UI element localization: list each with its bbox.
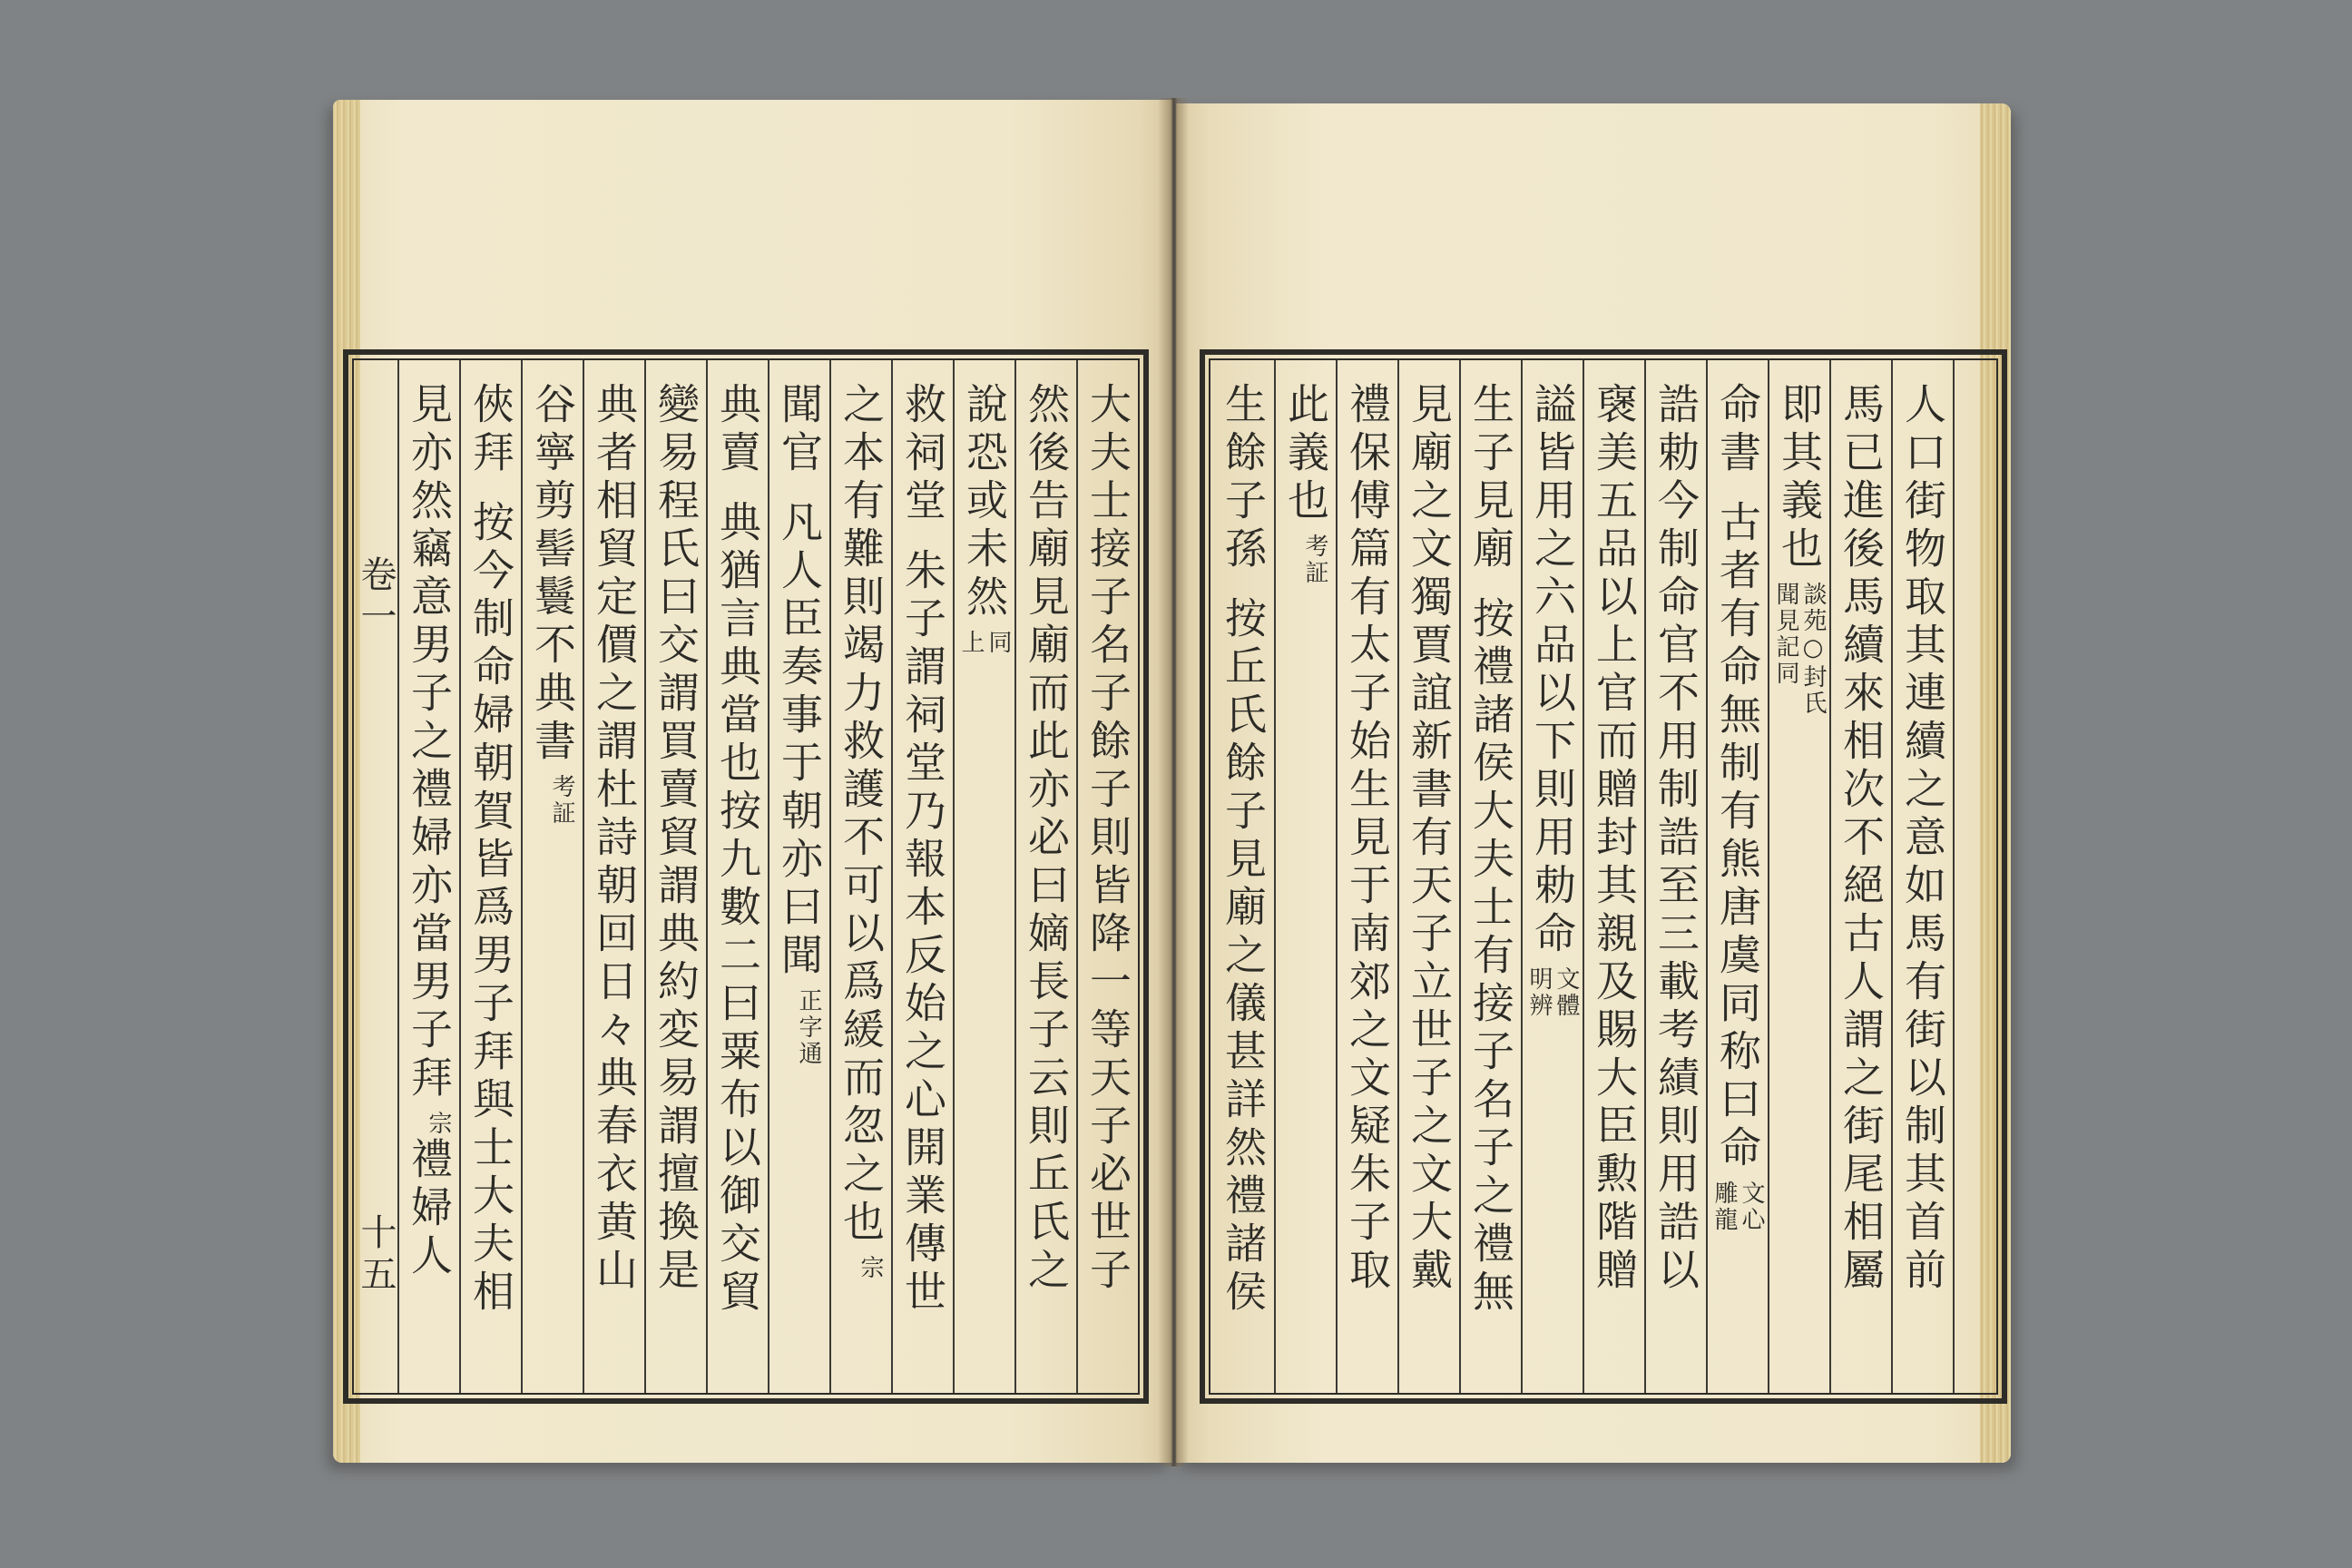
annotation-note	[1710, 1181, 1765, 1233]
text-column	[706, 360, 768, 1393]
column-text: 典猶言典當也按九數二曰粟布以御交貿	[713, 500, 762, 1318]
entry-heading: 救祠堂	[898, 382, 947, 526]
annotation-line: 談苑○封氏	[1799, 582, 1827, 717]
text-column	[891, 360, 953, 1393]
text-column	[768, 360, 829, 1393]
text-column	[1336, 360, 1397, 1393]
page-number: 十五	[355, 1213, 397, 1297]
book-spine	[1158, 98, 1189, 1466]
annotation-line: 宗	[425, 1111, 452, 1137]
annotation-note	[1525, 966, 1580, 1019]
text-column	[1459, 360, 1521, 1393]
annotation-line: 聞見記同	[1772, 582, 1799, 687]
entry-heading: 命書	[1713, 382, 1762, 478]
column-text: 謚皆用之六品以下則用勅命	[1528, 382, 1577, 959]
column-text: 按今制命婦朝賀皆爲男子拜與士大夫相	[466, 500, 515, 1318]
annotation-line: 同	[985, 630, 1012, 656]
column-text: 說恐或未然	[960, 382, 1009, 622]
annotation-line: 正字通	[795, 988, 822, 1067]
entry-heading: 生子見廟	[1466, 382, 1515, 574]
annotation-note	[857, 1255, 884, 1281]
annotation-line: 文心	[1738, 1181, 1765, 1233]
text-column	[1076, 360, 1138, 1393]
column-text: 誥勅今制命官不用制誥至三載考績則用誥以	[1651, 382, 1700, 1296]
column-text: 朱子謂祠堂乃報本反始之心開業傳世	[898, 548, 947, 1318]
column-text: 大夫士接子名子餘子則皆降一等天子必世子	[1083, 382, 1132, 1296]
column-text: 即其義也	[1775, 382, 1824, 574]
text-column	[521, 360, 583, 1393]
annotation-line: 宗	[857, 1255, 884, 1281]
text-column	[1706, 360, 1768, 1393]
column-text: 谷寧剪髻鬟不典書	[528, 382, 577, 767]
text-column	[829, 360, 891, 1393]
text-column	[583, 360, 644, 1393]
column-text: 按禮諸侯大夫士有接子名子之禮無	[1466, 596, 1515, 1318]
annotation-line: 明辨	[1525, 966, 1553, 1019]
text-column	[1521, 360, 1583, 1393]
column-text: 見亦然竊意男子之禮婦亦當男子拜	[405, 382, 454, 1103]
column-text: 襃美五品以上官而贈封其親及賜大臣勲階贈	[1590, 382, 1639, 1296]
column-text: 之本有難則竭力救護不可以爲緩而忽之也	[837, 382, 886, 1248]
annotation-note	[425, 1111, 452, 1137]
text-column	[644, 360, 706, 1393]
column-text: 見廟之文獨賈誼新書有天子立世子之文大戴	[1405, 382, 1454, 1296]
column-text: 按丘氏餘子見廟之儀甚詳然禮諸侯	[1219, 596, 1268, 1318]
column-text: 此義也	[1281, 382, 1330, 526]
volume-label: 卷一	[355, 555, 397, 639]
column-text: 凡人臣奏事于朝亦曰聞	[775, 500, 824, 981]
entry-heading: 俠拜	[466, 382, 515, 478]
right-text-frame	[1200, 349, 2007, 1404]
annotation-note	[1301, 534, 1328, 586]
column-text: 人口街物取其連續之意如馬有街以制其首前	[1898, 382, 1947, 1296]
entry-heading: 聞官	[775, 382, 824, 478]
frame-inner-border	[352, 358, 1140, 1395]
annotation-line: 考証	[548, 774, 575, 827]
left-text-frame	[343, 349, 1149, 1404]
annotation-line: 文體	[1553, 966, 1580, 1019]
text-column	[1274, 360, 1336, 1393]
annotation-line: 雕龍	[1710, 1181, 1738, 1233]
annotation-note	[548, 774, 575, 827]
annotation-line: 上	[957, 630, 985, 656]
column-text: 典者相貿定價之謂杜詩朝回日々典春衣黄山	[590, 382, 639, 1296]
column-text: 禮保傅篇有太子始生見于南郊之文疑朱子取	[1343, 382, 1392, 1296]
text-column	[459, 360, 521, 1393]
annotation-line: 考証	[1301, 534, 1328, 586]
text-column	[1212, 360, 1274, 1393]
text-column	[1583, 360, 1644, 1393]
text-column	[953, 360, 1014, 1393]
text-column	[1829, 360, 1891, 1393]
frame-inner-border	[1209, 358, 1998, 1395]
annotation-note	[957, 630, 1012, 656]
text-column	[1644, 360, 1706, 1393]
annotation-note	[795, 988, 822, 1067]
text-column	[397, 360, 459, 1393]
column-text: 然後告廟見廟而此亦必曰嫡長子云則丘氏之	[1022, 382, 1071, 1296]
text-column	[1768, 360, 1829, 1393]
fold-margin-column	[1953, 360, 1996, 1393]
entry-heading: 典賣	[713, 382, 762, 478]
column-text: 馬已進後馬續來相次不絕古人謂之街尾相屬	[1837, 382, 1886, 1296]
entry-heading: 生餘子孫	[1219, 382, 1268, 574]
column-text: 變易程氏曰交謂買賣貿謂典約変易謂擅換是	[652, 382, 701, 1296]
text-column	[1014, 360, 1076, 1393]
fold-margin-column	[354, 360, 397, 1393]
column-text-continued: 禮婦人	[405, 1137, 454, 1281]
text-column	[1891, 360, 1953, 1393]
annotation-note	[1772, 582, 1827, 717]
column-text: 古者有命無制有熊唐虞同称曰命	[1713, 500, 1762, 1173]
text-column	[1397, 360, 1459, 1393]
